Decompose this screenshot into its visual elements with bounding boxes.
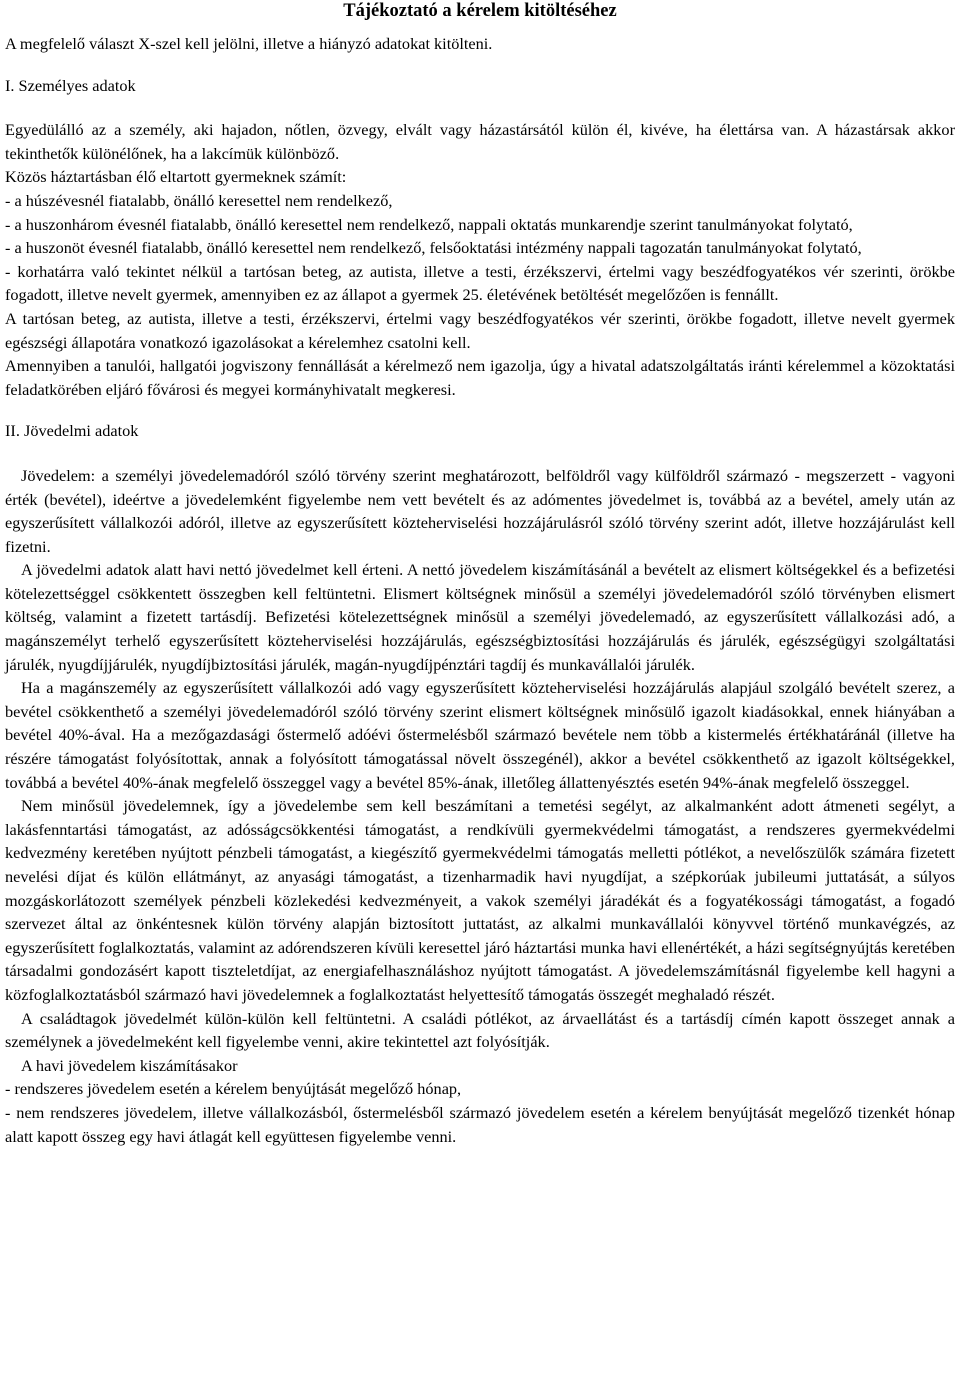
section1-list-item-2: - a huszonhárom évesnél fiatalabb, önálló keresettel nem rendelkező, nappali oktatás munkarendje szerint tanulmányokat folytató, bbox=[5, 214, 853, 234]
section1-list-item-3: - a huszonöt évesnél fiatalabb, önálló keresettel nem rendelkező, felsőoktatási intézmény nappali tagozatán tanulmányokat folytató, bbox=[5, 238, 862, 258]
section1-heading: I. Személyes adatok bbox=[5, 75, 136, 95]
section2-paragraph-4: Nem minősül jövedelemnek, így a jövedelembe sem kell beszámítani a temetési segélyt, az alkalmanként adott átmeneti segélyt, a lakásfenntartási támogatást, az adósságcsökkentési támogatást, a rendkívüli gyermekvédelmi támogatást, a rendszeres gyermekvédelmi kedvezmény keretében nyújtott pénzbeli támogatást, a kiegészítő gyermekvédelmi támogatás melletti pótlékot, a nevelőszülők számára fizetett nevelési díjat és külön ellátmányt, az anyasági támogatást, a tizenharmadik havi nyugdíjat, a szépkorúak jubileumi juttatását, a súlyos mozgáskorlátozott személyek pénzbeli közlekedési kedvezményeit, a vakok személyi járadékát és a fogyatékossági támogatást, a fogadó szervezet által az önkéntesnek külön törvény alapján biztosított juttatást, az alkalmi munkavállalói könyvvel történő munkavégzés, az egyszerűsített foglalkoztatás, valamint az adórendszeren kívüli keresettel járó háztartási munka havi ellenértékét, a házi segítségnyújtás keretében társadalmi gondozásért kapott tiszteletdíjat, az energiafelhasználáshoz nyújtott támogatást. A jövedelemszámításnál figyelembe kell hagyni a közfoglalkoztatásból származó havi jövedelemnek a foglalkoztatást helyettesítő támogatás összegét meghaladó részét. bbox=[5, 796, 955, 1004]
section2-list-item-1: - rendszeres jövedelem esetén a kérelem benyújtását megelőző hónap, bbox=[5, 1079, 462, 1099]
section2-paragraph-3: Ha a magánszemély az egyszerűsített vállalkozói adó vagy egyszerűsített közteherviselési hozzájárulás alapjául szolgáló bevételt szerez, a bevétel csökkenthető a személyi jövedelemadóról szóló törvény szerint elismert költségnek minősülő igazolt kiadásokkal, ennek hiányában a bevétel 40%-ával. Ha a mezőgazdasági őstermelő adóévi őstermelésből származó bevétele nem több a kistermelés értékhatáránál (illetve ha részére támogatást folyósítottak, annak a folyósított támogatással növelt összegénél), akkor a bevétel csökkenthető az igazolt költségekkel, továbbá a bevétel 40%-ának megfelelő összeggel vagy a bevétel 85%-ának, illetőleg állattenyésztés esetén 94%-ának megfelelő összeggel. bbox=[5, 678, 955, 792]
section2-heading: II. Jövedelmi adatok bbox=[5, 421, 139, 441]
section2-paragraph-6: A havi jövedelem kiszámításakor bbox=[21, 1055, 238, 1075]
section1-paragraph-3: A tartósan beteg, az autista, illetve a testi, érzékszervi, értelmi vagy beszédfogyatékos vér szerinti, örökbe fogadott, illetve nevelt gyermek egészségi állapotára vonatkozó igazolásokat a kérelemhez csatolni kell. bbox=[5, 308, 955, 352]
section2-list-item-2: - nem rendszeres jövedelem, illetve vállalkozásból, őstermelésből származó jövedelem esetén a kérelem benyújtását megelőző tizenkét hónap alatt kapott összeg egy havi átlagát kell együttesen figyelembe venni. bbox=[5, 1102, 955, 1146]
section1-paragraph-4: Amennyiben a tanulói, hallgatói jogviszony fennállását a kérelmező nem igazolja, úgy a hivatal adatszolgáltatás iránti kérelemmel a közoktatási feladatkörében eljáró fővárosi és megyei kormányhivatalt megkeresi. bbox=[5, 356, 955, 399]
intro-paragraph: A megfelelő választ X-szel kell jelölni, illetve a hiányzó adatokat kitölteni. bbox=[5, 34, 493, 53]
section1-list-item-4: - korhatárra való tekintet nélkül a tartósan beteg, az autista, illetve a testi, érzékszervi, értelmi vagy beszédfogyatékos vér szerinti, örökbe fogadott, illetve nevelt gyermek, amennyiben ez az állapot a gyermek 25. életévének betöltését megelőzően is fennállt. bbox=[5, 261, 955, 305]
section1-list-item-1: - a húszévesnél fiatalabb, önálló keresettel nem rendelkező, bbox=[5, 190, 393, 210]
section1-paragraph-2: Közös háztartásban élő eltartott gyermeknek számít: bbox=[5, 167, 347, 187]
section2-paragraph-1: Jövedelem: a személyi jövedelemadóról szóló törvény szerint meghatározott, belföldről vagy külföldről származó - megszerzett - vagyoni érték (bevétel), ideértve a jövedelemként figyelembe nem vett bevételt és az adómentes jövedelmet is, továbbá az a bevétel, amely után az egyszerűsített vállalkozói adóról, illetve az egyszerűsített közteherviselési hozzájárulásról szóló törvény szerint adót, illetve hozzájárulást kell fizetni. bbox=[5, 465, 955, 556]
document-title: Tájékoztató a kérelem kitöltéséhez bbox=[343, 1, 617, 21]
section1-paragraph-1: Egyedülálló az a személy, aki hajadon, nőtlen, özvegy, elvált vagy házastársától külön él, kivéve, ha élettársa van. A házastársak akkor tekinthetők különélőnek, ha a lakcímük különböző. bbox=[5, 120, 955, 163]
section2-paragraph-2: A jövedelmi adatok alatt havi nettó jövedelmet kell érteni. A nettó jövedelem kiszámításánál a bevételt az elismert költségekkel és a befizetési kötelezettséggel csökkentett összegben kell feltüntetni. Elismert költségnek minősül a személyi jövedelemadóról szóló törvényben elismert költség, valamint a fizetett tartásdíj. Befizetési kötelezettségnek minősül a személyi jövedelemadó, az egyszerűsített vállalkozási adó, a magánszemélyt terhelő egyszerűsített közteherviselési hozzájárulás, egészségbiztosítási hozzájárulás és járulék, egészségügyi szolgáltatási járulék, nyugdíjjárulék, nyugdíjbiztosítási járulék, magán-nyugdíjpénztári tagdíj és munkavállalói járulék. bbox=[5, 560, 955, 674]
section2-paragraph-5: A családtagok jövedelmét külön-külön kell feltüntetni. A családi pótlékot, az árvaellátást és a tartásdíj címén kapott összeget annak a személynek a jövedelmeként kell figyelembe venni, akire tekintettel azt folyósítják. bbox=[5, 1008, 955, 1052]
